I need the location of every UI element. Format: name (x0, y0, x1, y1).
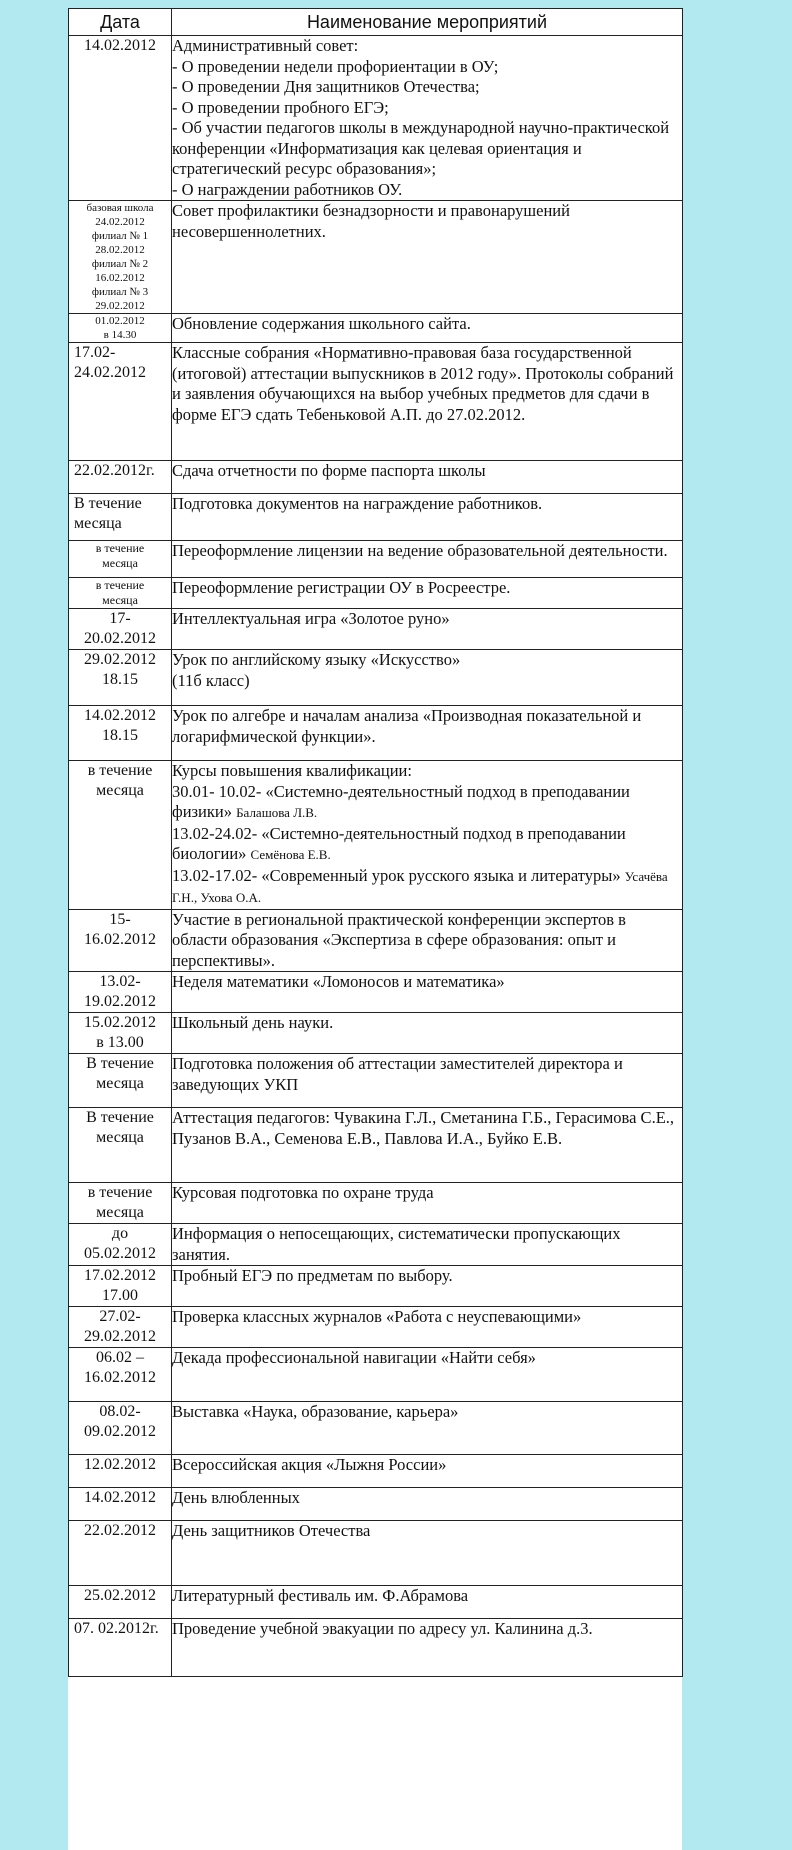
event-name-line: Урок по алгебре и началам анализа «Производная показательной и логарифмической функции». (172, 706, 642, 746)
event-name-line: Интеллектуальная игра «Золотое руно» (172, 609, 450, 628)
event-name-cell (172, 1183, 683, 1224)
event-name-cell (172, 494, 683, 541)
event-date-line: 17.02.2012 (84, 1267, 156, 1284)
event-date-cell (69, 706, 172, 761)
event-date-line: 14.02.2012 (84, 707, 156, 724)
event-date-line: в 14.30 (103, 329, 137, 341)
event-date-cell (69, 1307, 172, 1348)
table-row (69, 541, 683, 578)
event-date-line: 18.15 (102, 727, 138, 744)
table-row (69, 201, 683, 314)
event-name-line: Проведение учебной эвакуации по адресу ул. Калинина д.3. (172, 1619, 593, 1638)
event-name-line (172, 866, 682, 909)
event-date-cell (69, 314, 172, 343)
event-name-cell (172, 1348, 683, 1402)
table-row (69, 1348, 683, 1402)
event-name-line: Совет профилактики безнадзорности и правонарушений несовершеннолетних. (172, 201, 570, 241)
event-date-cell (69, 1402, 172, 1455)
table-row (69, 1108, 683, 1183)
event-date-cell (69, 461, 172, 494)
table-row (69, 909, 683, 972)
event-date-cell (69, 909, 172, 972)
event-name-cell (172, 909, 683, 972)
event-date-line: 22.02.2012 (84, 1522, 156, 1539)
table-body (69, 36, 683, 1677)
table-row (69, 314, 683, 343)
event-date-line: 06.02 – (96, 1349, 144, 1366)
event-date-line: 12.02.2012 (84, 1456, 156, 1473)
event-name-line: День влюбленных (172, 1488, 300, 1507)
event-date-line: 16.02.2012 (84, 1369, 156, 1386)
event-date-line: 05.02.2012 (84, 1245, 156, 1262)
event-date-line: филиал № 1 (91, 230, 149, 242)
event-name-cell (172, 1013, 683, 1054)
event-date-line: месяца (74, 515, 122, 532)
event-date-line: филиал № 2 (91, 258, 149, 270)
event-name-cell (172, 706, 683, 761)
event-date-line: базовая школа (86, 202, 154, 214)
event-date-line: в течение (95, 578, 145, 592)
event-date-cell (69, 36, 172, 201)
event-date-cell (69, 650, 172, 706)
event-name-line: Административный совет: (172, 36, 359, 55)
table-row (69, 461, 683, 494)
event-date-line: месяца (96, 1129, 144, 1146)
event-date-line: до (111, 1225, 129, 1242)
event-name-cell (172, 1054, 683, 1108)
event-date-line: 20.02.2012 (84, 630, 156, 647)
event-date-line: месяца (102, 556, 138, 570)
event-name-line: Урок по английскому языку «Искусство» (172, 650, 461, 669)
event-date-line: 15.02.2012 (84, 1014, 156, 1031)
event-date-cell (69, 1521, 172, 1586)
table-row (69, 972, 683, 1013)
event-date-cell (69, 609, 172, 650)
course-teacher: Усачёва Г.Н., Ухова О.А. (172, 868, 668, 905)
table-row (69, 1054, 683, 1108)
event-name-cell (172, 1619, 683, 1677)
table-row (69, 1224, 683, 1266)
events-table (68, 8, 683, 1677)
event-date-line: 15- (109, 910, 131, 928)
event-name-cell (172, 761, 683, 910)
table-row (69, 609, 683, 650)
event-name-cell (172, 1455, 683, 1488)
event-date-line: В течение (86, 1055, 154, 1072)
event-date-cell (69, 1455, 172, 1488)
event-date-line: 28.02.2012 (95, 244, 145, 256)
event-date-cell (69, 1348, 172, 1402)
table-row (69, 1402, 683, 1455)
event-name-line: - О проведении недели профориентации в ОУ; (172, 56, 499, 76)
table-row (69, 1455, 683, 1488)
table-row (69, 1266, 683, 1307)
event-name-line: (11б класс) (172, 670, 250, 690)
event-date-line: 17- (109, 610, 131, 627)
document-page (68, 8, 682, 1850)
event-date-line: 29.02.2012 (84, 651, 156, 668)
event-name-line: - О награждении работников ОУ. (172, 179, 403, 199)
table-row (69, 1521, 683, 1586)
event-date-line: в 13.00 (96, 1034, 144, 1051)
event-name-cell (172, 972, 683, 1013)
event-name-cell (172, 1586, 683, 1619)
event-name-line (172, 782, 682, 824)
event-name-line: Курсовая подготовка по охране труда (172, 1183, 434, 1202)
event-date-cell (69, 1488, 172, 1521)
table-row (69, 1586, 683, 1619)
event-date-line: 01.02.2012 (95, 315, 145, 327)
event-name-line (172, 761, 682, 782)
event-name-line: Проверка классных журналов «Работа с неуспевающими» (172, 1307, 582, 1326)
event-name-cell (172, 650, 683, 706)
table-row (69, 578, 683, 609)
event-name-cell (172, 1266, 683, 1307)
event-date-line: 17.02- (74, 344, 116, 361)
event-name-line: Информация о непосещающих, систематически пропускающих занятия. (172, 1224, 621, 1264)
event-date-line: месяца (96, 782, 144, 799)
event-date-cell (69, 201, 172, 314)
event-date-line: 27.02- (99, 1308, 141, 1325)
event-date-line: 19.02.2012 (84, 993, 156, 1010)
event-date-cell (69, 1108, 172, 1183)
course-title: Курсы повышения квалификации: (172, 761, 412, 780)
event-date-line: месяца (96, 1204, 144, 1221)
event-date-cell (69, 1183, 172, 1224)
table-row (69, 650, 683, 706)
event-name-cell (172, 343, 683, 461)
event-name-line: Школьный день науки. (172, 1013, 334, 1032)
event-name-line: Классные собрания «Нормативно-правовая база государственной (итоговой) аттестации выпускников в 2012 году». Протоколы собраний и заявления обучающихся на выбор учебных предметов для сдачи в форме ЕГЭ сдать Тебеньковой А.П. до 27.02.2012. (172, 343, 674, 424)
event-name-cell (172, 1307, 683, 1348)
event-name-cell (172, 201, 683, 314)
event-date-line: месяца (102, 593, 138, 607)
event-date-line: в течение (95, 541, 145, 555)
event-name-cell (172, 609, 683, 650)
event-name-line: Обновление содержания школьного сайта. (172, 314, 471, 333)
table-row (69, 1307, 683, 1348)
table-header-row (69, 9, 683, 36)
course-title: 30.01- 10.02- «Системно-деятельностный подход в преподавании физики» (172, 781, 630, 821)
event-date-line: 25.02.2012 (84, 1587, 156, 1604)
event-date-line: филиал № 3 (91, 286, 149, 298)
event-name-line: Сдача отчетности по форме паспорта школы (172, 461, 486, 480)
table-row (69, 1488, 683, 1521)
table-row (69, 1183, 683, 1224)
event-name-line: Участие в региональной практической конференции экспертов в области образования «Экспертиза в сфере образования: опыт и перспективы». (172, 909, 626, 970)
event-date-cell (69, 761, 172, 910)
event-date-cell (69, 578, 172, 609)
event-date-line: 16.02.2012 (95, 272, 145, 284)
event-name-line: Литературный фестиваль им. Ф.Абрамова (172, 1586, 469, 1605)
event-date-line: 22.02.2012г. (74, 462, 155, 479)
event-name-line: Неделя математики «Ломоносов и математика» (172, 972, 505, 991)
event-name-cell (172, 578, 683, 609)
event-name-cell (172, 314, 683, 343)
course-teacher: Балашова Л.В. (236, 805, 318, 820)
event-name-line: Переоформление лицензии на ведение образовательной деятельности. (172, 541, 668, 560)
event-date-cell (69, 972, 172, 1013)
event-date-cell (69, 1619, 172, 1677)
event-date-cell (69, 1266, 172, 1307)
event-date-cell (69, 1586, 172, 1619)
event-date-line: 29.02.2012 (95, 300, 145, 312)
event-date-line: 13.02- (99, 973, 141, 990)
event-date-line: 17.00 (102, 1287, 138, 1304)
event-name-line: День защитников Отечества (172, 1521, 371, 1540)
event-date-line: 14.02.2012 (84, 1489, 156, 1506)
course-title: 13.02-17.02- «Современный урок русского языка и литературы» (172, 865, 621, 885)
event-date-line: 14.02.2012 (84, 37, 156, 54)
event-name-line: Подготовка положения об аттестации заместителей директора и заведующих УКП (172, 1054, 623, 1094)
date-column-header: Дата (69, 9, 172, 36)
event-date-cell (69, 1054, 172, 1108)
event-date-line: 07. 02.2012г. (74, 1620, 159, 1637)
event-date-line: в течение (87, 762, 153, 779)
event-date-line: 29.02.2012 (84, 1328, 156, 1345)
course-teacher: Семёнова Е.В. (250, 847, 331, 862)
event-name-cell (172, 36, 683, 201)
event-name-line: - Об участии педагогов школы в международной научно-практической конференции «Информатизация как целевая ориентация и стратегический ресурс образования»; (172, 118, 670, 178)
table-row (69, 343, 683, 461)
event-name-cell (172, 541, 683, 578)
event-date-cell (69, 343, 172, 461)
event-name-cell (172, 1108, 683, 1183)
event-name-line: - О проведении Дня защитников Отечества; (172, 77, 480, 96)
event-date-line: В течение (86, 1109, 154, 1126)
event-name-cell (172, 1488, 683, 1521)
event-name-line: Пробный ЕГЭ по предметам по выбору. (172, 1266, 453, 1285)
event-name-line: - О проведении пробного ЕГЭ; (172, 97, 389, 117)
event-date-line: 16.02.2012 (84, 930, 156, 948)
event-date-line: 24.02.2012 (95, 216, 145, 228)
event-name-line (172, 824, 682, 866)
table-row (69, 1013, 683, 1054)
name-column-header: Наименование мероприятий (172, 9, 683, 36)
event-date-line: В течение (74, 495, 142, 512)
event-name-line: Декада профессиональной навигации «Найти себя» (172, 1348, 536, 1367)
event-date-line: в течение (87, 1184, 153, 1201)
event-date-line: месяца (96, 1075, 144, 1092)
event-name-cell (172, 461, 683, 494)
table-row (69, 36, 683, 201)
table-row (69, 494, 683, 541)
event-name-line: Подготовка документов на награждение работников. (172, 494, 543, 513)
event-name-cell (172, 1224, 683, 1266)
table-row (69, 761, 683, 910)
event-date-line: 18.15 (102, 671, 138, 688)
table-row (69, 706, 683, 761)
event-date-line: 09.02.2012 (84, 1423, 156, 1440)
event-name-line: Аттестация педагогов: Чувакина Г.Л., Сметанина Г.Б., Герасимова С.Е., Пузанов В.А., Семенова Е.В., Павлова И.А., Буйко Е.В. (172, 1108, 675, 1148)
event-date-cell (69, 1224, 172, 1266)
course-title: 13.02-24.02- «Системно-деятельностный подход в преподавании биологии» (172, 823, 626, 863)
event-name-line: Переоформление регистрации ОУ в Росреестре. (172, 578, 511, 597)
event-date-line: 08.02- (99, 1403, 141, 1420)
event-date-cell (69, 494, 172, 541)
event-date-line: 24.02.2012 (74, 364, 146, 381)
event-name-line: Всероссийская акция «Лыжня России» (172, 1455, 447, 1474)
event-name-cell (172, 1402, 683, 1455)
event-date-cell (69, 1013, 172, 1054)
table-row (69, 1619, 683, 1677)
event-name-cell (172, 1521, 683, 1586)
event-date-cell (69, 541, 172, 578)
event-name-line: Выставка «Наука, образование, карьера» (172, 1402, 459, 1421)
